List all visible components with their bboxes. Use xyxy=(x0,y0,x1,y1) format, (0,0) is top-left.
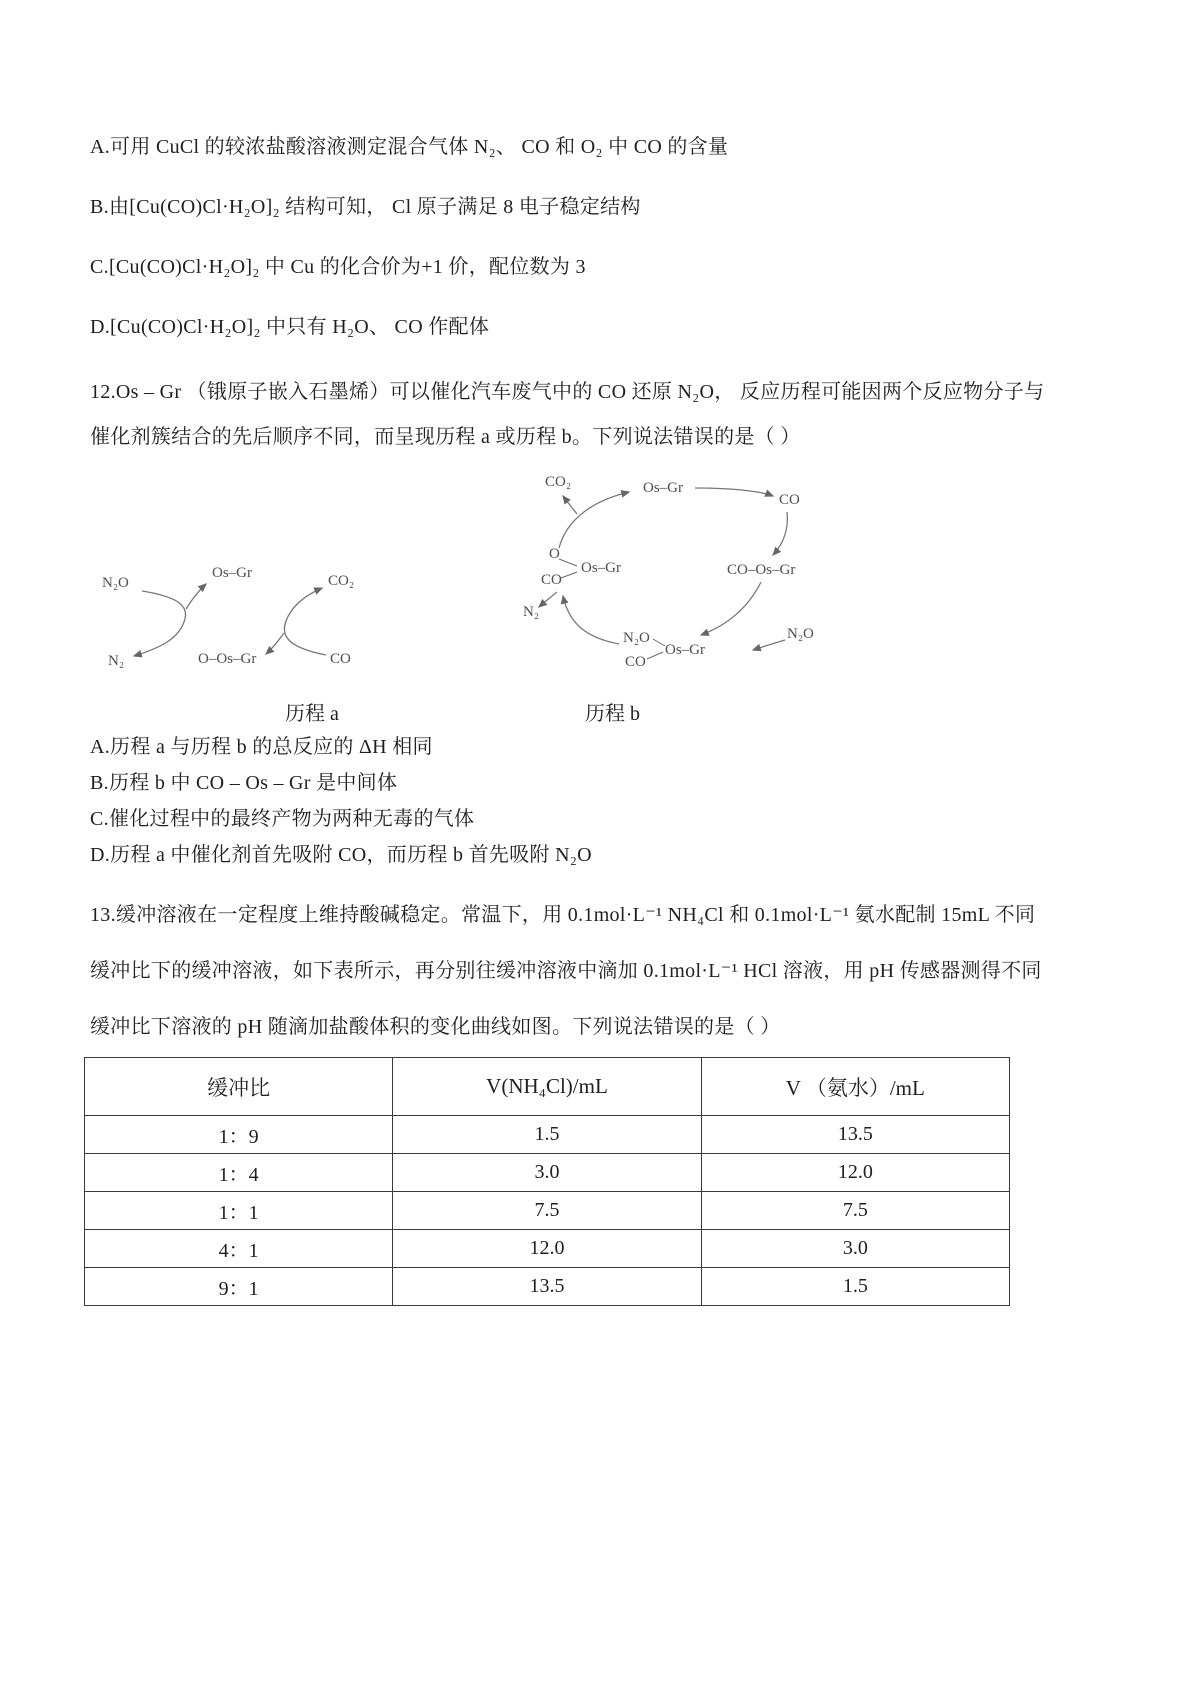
label-o-os-gr: O–Os–Gr xyxy=(198,651,257,667)
cell-v-nh4cl: 13.5 xyxy=(393,1268,701,1306)
label-os-gr-left: Os–Gr xyxy=(581,560,621,576)
label-co2: CO₂ xyxy=(545,474,572,490)
table-row xyxy=(85,1230,1010,1268)
buffer-ratio-table xyxy=(84,1057,1010,1306)
q12-diagrams xyxy=(90,460,1110,695)
q13-stem-line1: 13.缓冲溶液在一定程度上维持酸碱稳定。常温下，用 0.1mol·L⁻¹ NH₄Cl 和 0.1mol·L⁻¹ 氨水配制 15mL 不同 xyxy=(90,904,1036,926)
q12-option-a: A.历程 a 与历程 b 的总反应的 ΔH 相同 xyxy=(90,736,433,758)
caption-pathway-b: 历程 b xyxy=(585,703,640,725)
label-co-bottom: CO xyxy=(625,654,646,670)
caption-pathway-a: 历程 a xyxy=(285,703,339,725)
cell-v-ammonia: 1.5 xyxy=(701,1268,1009,1306)
label-co2: CO₂ xyxy=(328,573,355,589)
cell-v-ammonia: 13.5 xyxy=(701,1116,1009,1154)
label-os-gr-top: Os–Gr xyxy=(643,480,683,496)
label-os-gr: Os–Gr xyxy=(212,565,252,581)
q11-option-d: D.[Cu(CO)Cl·H₂O]₂ 中只有 H₂O、 CO 作配体 xyxy=(90,316,490,338)
q13-stem-line3: 缓冲比下溶液的 pH 随滴加盐酸体积的变化曲线如图。下列说法错误的是（ ） xyxy=(90,1016,781,1038)
label-n2o: N₂O xyxy=(102,575,129,591)
cell-v-nh4cl: 1.5 xyxy=(393,1116,701,1154)
q12-stem-line2: 催化剂簇结合的先后顺序不同，而呈现历程 a 或历程 b。下列说法错误的是（ ） xyxy=(90,426,801,448)
cell-v-nh4cl: 3.0 xyxy=(393,1154,701,1192)
diagram-captions xyxy=(90,695,1110,729)
q11-option-b: B.由[Cu(CO)Cl·H₂O]₂ 结构可知， Cl 原子满足 8 电子稳定结构 xyxy=(90,196,641,218)
label-co-left: CO xyxy=(541,572,562,588)
cell-ratio: 1：4 xyxy=(85,1154,393,1192)
table-row xyxy=(85,1192,1010,1230)
cell-v-nh4cl: 7.5 xyxy=(393,1192,701,1230)
label-n2o-bottom: N₂O xyxy=(623,630,650,646)
table-row xyxy=(85,1268,1010,1306)
label-co-os-gr: CO–Os–Gr xyxy=(727,562,796,578)
label-co-top: CO xyxy=(779,492,800,508)
pathway-b-diagram xyxy=(515,460,855,690)
q12-option-c: C.催化过程中的最终产物为两种无毒的气体 xyxy=(90,808,475,830)
header-v-ammonia: V （氨水）/mL xyxy=(701,1058,1009,1116)
pathway-a-diagram xyxy=(90,545,380,695)
q12-option-d: D.历程 a 中催化剂首先吸附 CO，而历程 b 首先吸附 N₂O xyxy=(90,844,592,866)
header-v-nh4cl: V(NH₄Cl)/mL xyxy=(393,1058,701,1116)
label-co: CO xyxy=(330,651,351,667)
cell-v-nh4cl: 12.0 xyxy=(393,1230,701,1268)
cell-ratio: 1：1 xyxy=(85,1192,393,1230)
q11-option-c: C.[Cu(CO)Cl·H₂O]₂ 中 Cu 的化合价为+1 价，配位数为 3 xyxy=(90,256,586,278)
header-buffer-ratio: 缓冲比 xyxy=(85,1058,393,1116)
label-os-gr-bottom: Os–Gr xyxy=(665,642,705,658)
cell-v-ammonia: 12.0 xyxy=(701,1154,1009,1192)
label-n2: N₂ xyxy=(108,653,125,669)
label-n2o-right: N₂O xyxy=(787,626,814,642)
table-row xyxy=(85,1116,1010,1154)
cell-v-ammonia: 7.5 xyxy=(701,1192,1009,1230)
cell-ratio: 4：1 xyxy=(85,1230,393,1268)
q11-option-a: A.可用 CuCl 的较浓盐酸溶液测定混合气体 N₂、 CO 和 O₂ 中 CO 的含量 xyxy=(90,136,729,158)
cell-ratio: 9：1 xyxy=(85,1268,393,1306)
q13-block xyxy=(90,887,1110,1306)
table-header-row xyxy=(85,1058,1010,1116)
label-o-left: O xyxy=(549,546,560,562)
cell-v-ammonia: 3.0 xyxy=(701,1230,1009,1268)
q13-stem-line2: 缓冲比下的缓冲溶液，如下表所示，再分别往缓冲溶液中滴加 0.1mol·L⁻¹ HCl 溶液，用 pH 传感器测得不同 xyxy=(90,960,1042,982)
q12-stem-line1: 12.Os – Gr （锇原子嵌入石墨烯）可以催化汽车废气中的 CO 还原 N₂O， 反应历程可能因两个反应物分子与 xyxy=(90,381,1045,403)
label-n2: N₂ xyxy=(523,604,540,620)
q12-option-b: B.历程 b 中 CO – Os – Gr 是中间体 xyxy=(90,772,398,794)
cell-ratio: 1：9 xyxy=(85,1116,393,1154)
table-row xyxy=(85,1154,1010,1192)
